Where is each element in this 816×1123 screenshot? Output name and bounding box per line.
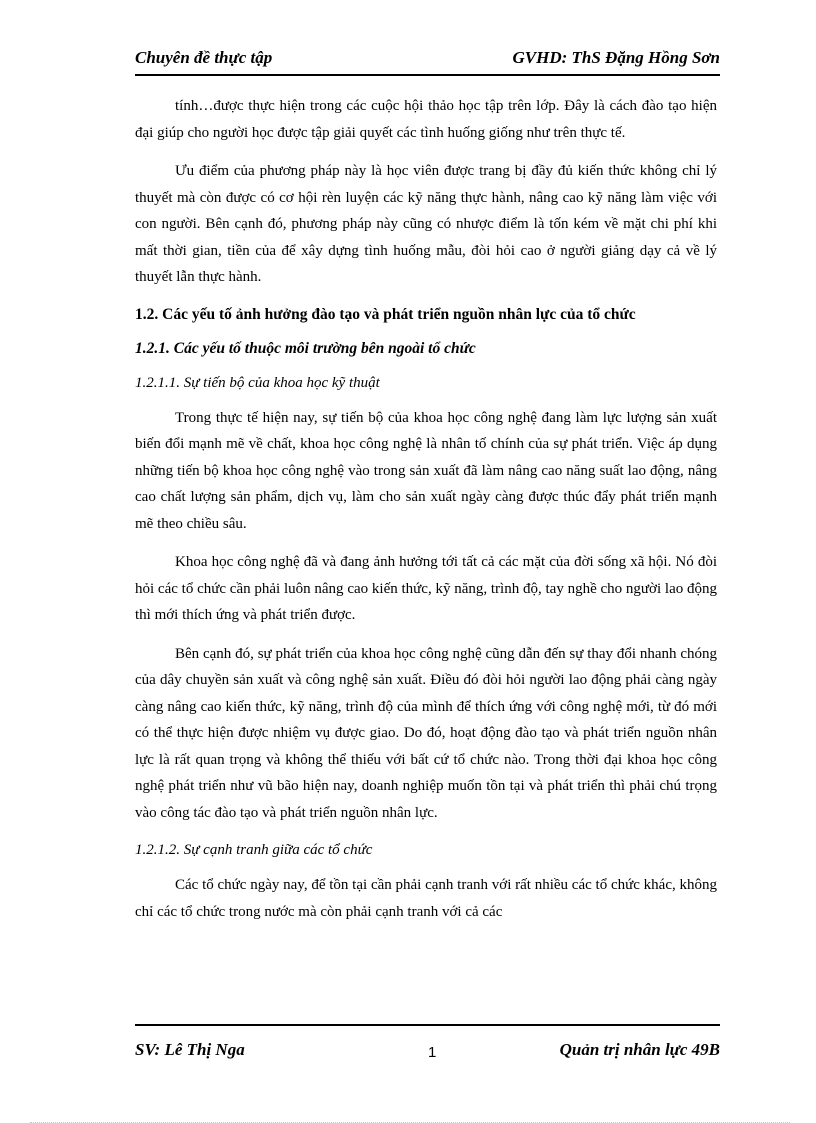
paragraph: Các tổ chức ngày nay, để tồn tại cần phải cạnh tranh với rất nhiều các tổ chức khác, không chỉ các tổ chức trong nước mà còn phải cạnh tranh với cả các	[135, 877, 717, 920]
footer-major: Quản trị nhân lực 49B	[559, 1040, 720, 1059]
paragraph: Khoa học công nghệ đã và đang ảnh hưởng tới tất cả các mặt của đời sống xã hội. Nó đòi hỏi các tổ chức cần phải luôn nâng cao kiến thức, kỹ năng, trình độ, tay nghề cho người lao động thì mới thích ứng và phát triển được.	[135, 554, 717, 623]
page-content	[135, 93, 717, 937]
subsection-heading: 1.2.1. Các yếu tố thuộc môi trường bên ngoài tổ chức	[135, 339, 476, 357]
paragraph: Ưu điểm của phương pháp này là học viên được trang bị đầy đủ kiến thức không chỉ lý thuyết mà còn được có cơ hội rèn luyện các kỹ năng thực hành, nâng cao kỹ năng làm việc với con người. Bên cạnh đó, phương pháp này cũng có nhược điểm là tốn kém về mặt chi phí khi mất thời gian, tiền của để xây dựng tình huống mẫu, đòi hỏi cao ở người giảng dạy cả về lý thuyết lẫn thực hành.	[135, 163, 717, 285]
page-header	[135, 48, 720, 76]
page-footer	[135, 1024, 720, 1066]
subsubsection-heading: 1.2.1.1. Sự tiến bộ của khoa học kỹ thuật	[135, 374, 380, 391]
header-advisor: GVHD: ThS Đặng Hồng Sơn	[512, 48, 720, 67]
paragraph: Trong thực tế hiện nay, sự tiến bộ của khoa học công nghệ đang làm lực lượng sản xuất biến đổi mạnh mẽ về chất, khoa học công nghệ là nhân tố chính của sự phát triển. Việc áp dụng những tiến bộ khoa học công nghệ vào trong sản xuất đã làm nâng cao năng suất lao động, nâng cao chất lượng sản phẩm, dịch vụ, làm cho sản xuất ngày càng được thúc đẩy phát triển mạnh mẽ theo chiều sâu.	[135, 409, 717, 532]
footer-student: SV: Lê Thị Nga	[135, 1040, 245, 1059]
paragraph: tính…được thực hiện trong các cuộc hội thảo học tập trên lớp. Đây là cách đào tạo hiện đại giúp cho người học được tập giải quyết các tình huống giống như trên thực tế.	[135, 98, 717, 141]
page-number: 1	[428, 1044, 437, 1061]
paragraph: Bên cạnh đó, sự phát triển của khoa học công nghệ cũng dẫn đến sự thay đổi nhanh chóng của dây chuyền sản xuất và công nghệ sản xuất. Điều đó đòi hỏi người lao động phải càng ngày càng nâng cao kiến thức, kỹ năng, trình độ của mình để thích ứng với công nghệ mới, từ đó mới có thể thực hiện được nhiệm vụ được giao. Do đó, hoạt động đào tạo và phát triển nguồn nhân lực là rất quan trọng và không thể thiếu với bất cứ tổ chức nào. Trong thời đại khoa học công nghệ phát triển như vũ bão hiện nay, doanh nghiệp muốn tồn tại và phát triển thì phải chú trọng vào công tác đào tạo và phát triển nguồn nhân lực.	[135, 645, 717, 821]
subsubsection-heading: 1.2.1.2. Sự cạnh tranh giữa các tổ chức	[135, 842, 373, 858]
section-heading: 1.2. Các yếu tố ảnh hưởng đào tạo và phát triển nguồn nhân lực của tổ chức	[135, 305, 636, 323]
header-title: Chuyên đề thực tập	[135, 48, 273, 67]
